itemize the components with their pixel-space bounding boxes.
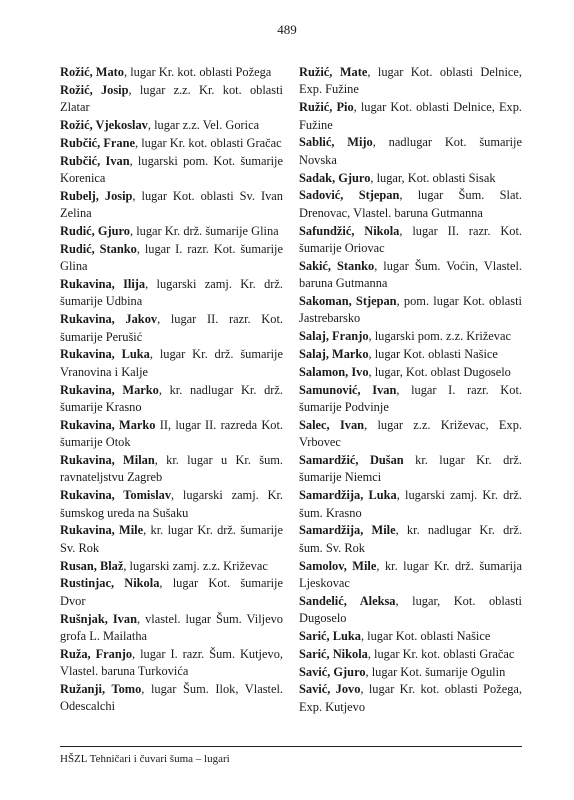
entry-name: Rukavina, Tomislav	[60, 488, 172, 503]
entry-name: Rukavina, Marko	[60, 417, 156, 432]
entry-description: , lugar Kr. kot. oblasti Gračac	[367, 646, 515, 661]
entry-description: , lugarski zamj. Kr. drž. šumarije Udbina	[60, 277, 283, 309]
entry-description: , lugar Kr. kot. oblasti Požega	[124, 65, 272, 79]
entry-description: , kr. lugar u Kr. šum. ravnateljstvu Zagreb	[60, 453, 284, 485]
register-entry	[60, 487, 283, 522]
entry-name: Salaj, Franjo	[299, 329, 369, 344]
entry-name: Savić, Jovo	[299, 682, 361, 697]
register-entry	[299, 452, 522, 487]
entry-description: , lugar I. razr. Kot. šumarije Podvinje	[299, 382, 522, 415]
entry-description: , lugar II. razr. Kot. šumarije Oriovac	[299, 223, 522, 256]
register-entry	[299, 258, 522, 293]
register-entry	[299, 293, 522, 328]
footer-rule	[60, 746, 522, 747]
register-entry	[299, 628, 522, 645]
entry-name: Rubčić, Ivan	[60, 153, 130, 168]
register-entry	[60, 153, 283, 188]
entry-name: Samolov, Mile	[299, 558, 377, 573]
entry-name: Sablić, Mijo	[299, 135, 373, 150]
entry-name: Ruža, Franjo	[60, 646, 133, 661]
entry-description: , lugar z.z. Kr. kot. oblasti Zlatar	[60, 82, 284, 115]
entry-name: Rukavina, Milan	[60, 453, 155, 468]
entry-name: Rušnjak, Ivan	[60, 611, 137, 626]
entry-name: Rusan, Blaž	[60, 558, 124, 573]
entry-description: , lugar, Kot. oblasti Dugoselo	[299, 593, 522, 626]
register-entry	[299, 664, 522, 681]
entry-description: , vlastel. lugar Šum. Viljevo grofa L. Mailatha	[60, 611, 283, 644]
entry-description: , lugar Kr. drž. šumarije Glina	[130, 224, 279, 238]
entry-name: Sarić, Nikola	[299, 646, 368, 661]
entry-name: Sandelić, Aleksa	[299, 593, 396, 608]
entry-description: , lugar, Kot. oblast Dugoselo	[368, 364, 511, 379]
entry-name: Sakoman, Stjepan	[299, 294, 397, 309]
register-entry	[60, 276, 283, 311]
entry-name: Samardžija, Luka	[299, 488, 397, 503]
register-entry	[60, 64, 283, 81]
register-entry	[60, 223, 283, 240]
entry-name: Rukavina, Marko	[60, 382, 159, 397]
entry-description: , pom. lugar Kot. oblasti Jastrebarsko	[299, 294, 522, 326]
entry-description: , lugar Kot. šumarije Ogulin	[365, 664, 506, 679]
entry-name: Rukavina, Luka	[60, 347, 150, 362]
entry-description: , lugar Kot. oblasti Delnice, Exp. Fužine	[299, 100, 523, 132]
register-entry	[60, 82, 283, 117]
entry-name: Rubelj, Josip	[60, 188, 133, 203]
entry-name: Samardžić, Dušan	[299, 453, 404, 468]
entry-description: kr. lugar Kr. drž. šumarije Niemci	[299, 453, 522, 485]
right-column	[299, 64, 522, 717]
entry-description: , lugar Šum. Slat. Drenovac, Vlastel. baruna Gutmanna	[299, 188, 522, 220]
entry-description: , lugarski pom. z.z. Križevac	[368, 329, 511, 344]
entry-description: , kr. lugar Kr. drž. šumarija Ljeskovac	[299, 558, 523, 591]
entry-name: Rukavina, Ilija	[60, 277, 146, 291]
entry-name: Rukavina, Mile	[60, 523, 144, 538]
register-entry	[299, 681, 522, 716]
entry-name: Salec, Ivan	[299, 417, 365, 432]
entry-name: Salaj, Marko	[299, 347, 369, 362]
entry-name: Sadak, Gjuro	[299, 170, 371, 185]
register-entry	[60, 522, 283, 557]
register-entry	[299, 646, 522, 663]
entry-name: Savić, Gjuro	[299, 664, 366, 679]
entry-description: II, lugar II. razreda Kot. šumarije Otok	[60, 417, 284, 450]
register-entry	[299, 417, 522, 452]
entry-description: , lugar I. razr. Šum. Kutjevo, Vlastel. baruna Turkovića	[60, 646, 283, 679]
register-entry	[60, 575, 283, 610]
register-entry	[60, 135, 283, 152]
entry-name: Rožić, Vjekoslav	[60, 118, 148, 132]
register-entry	[60, 611, 283, 646]
entry-description: , lugar Šum. Voćin, Vlastel. baruna Gutmanna	[299, 258, 522, 291]
entry-description: , lugar Šum. Ilok, Vlastel. Odescalchi	[60, 682, 284, 714]
entry-description: , lugar, Kot. oblasti Sisak	[370, 170, 496, 185]
register-entry	[299, 522, 522, 557]
register-entry	[299, 64, 522, 99]
entry-description: , lugarski zamj. z.z. Križevac	[123, 558, 268, 573]
entry-description: , kr. lugar Kr. drž. šumarije Sv. Rok	[60, 523, 283, 555]
register-entry	[60, 346, 283, 381]
register-entry	[299, 346, 522, 363]
entry-name: Sadović, Stjepan	[299, 188, 400, 203]
entry-description: , lugarski pom. Kot. šumarije Korenica	[60, 153, 283, 185]
entry-description: , lugar Kr. drž. šumarije Vranovina i Kalje	[60, 347, 283, 379]
entry-description: , kr. nadlugar Kr. drž. šum. Sv. Rok	[299, 523, 522, 555]
entry-name: Rubčić, Frane	[60, 135, 136, 150]
entry-name: Rustinjac, Nikola	[60, 576, 160, 591]
entry-description: , lugar Kr. kot. oblasti Požega, Exp. Kutjevo	[299, 682, 522, 714]
entry-name: Rožić, Mato	[60, 65, 124, 79]
register-entry	[299, 328, 522, 345]
entry-name: Sakić, Stanko	[299, 258, 375, 273]
entry-name: Samardžija, Mile	[299, 523, 396, 538]
register-entry	[299, 558, 522, 593]
register-entry	[60, 681, 283, 716]
register-entry	[299, 364, 522, 381]
entry-name: Safundžić, Nikola	[299, 223, 400, 238]
entry-description: , lugar I. razr. Kot. šumarije Glina	[60, 241, 283, 274]
register-entry	[299, 382, 522, 417]
register-entry	[299, 170, 522, 187]
register-entry	[60, 241, 283, 276]
entry-description: , lugar Kot. oblasti Našice	[360, 629, 491, 644]
entry-name: Ružić, Pio	[299, 100, 354, 115]
register-entry	[60, 117, 283, 134]
entry-description: , kr. nadlugar Kr. drž. šumarije Krasno	[60, 382, 283, 415]
register-columns	[60, 64, 522, 717]
register-entry	[60, 382, 283, 417]
entry-description: , lugar z.z. Vel. Gorica	[147, 118, 260, 132]
register-entry	[60, 452, 283, 487]
register-entry	[299, 134, 522, 169]
register-entry	[60, 311, 283, 346]
left-column	[60, 64, 283, 717]
entry-description: , lugar Kot. oblasti Delnice, Exp. Fužine	[299, 65, 523, 97]
entry-description: , lugarski zamj. Kr. šumskog ureda na Sušaku	[60, 488, 283, 520]
register-entry	[299, 223, 522, 258]
entry-description: , lugar z.z. Križevac, Exp. Vrbovec	[299, 417, 522, 450]
page-number: 489	[277, 22, 297, 37]
register-entry	[60, 417, 283, 452]
entry-name: Salamon, Ivo	[299, 364, 369, 379]
register-entry	[299, 187, 522, 222]
entry-description: , lugar Kr. kot. oblasti Gračac	[135, 135, 282, 150]
register-entry	[299, 593, 522, 628]
entry-description: , lugar Kot. oblasti Sv. Ivan Zelina	[60, 188, 283, 221]
entry-name: Sarić, Luka	[299, 629, 361, 644]
register-entry	[60, 188, 283, 223]
entry-name: Samunović, Ivan	[299, 382, 397, 397]
entry-description: , lugarski zamj. Kr. drž. šum. Krasno	[299, 488, 522, 520]
entry-description: , lugar II. razr. Kot. šumarije Perušić	[60, 312, 283, 344]
entry-name: Ružić, Mate	[299, 65, 368, 79]
register-entry	[60, 558, 283, 575]
entry-description: , nadlugar Kot. šumarije Novska	[299, 135, 522, 167]
register-entry	[299, 99, 522, 134]
running-footer: HŠZL Tehničari i čuvari šuma – lugari	[60, 753, 230, 765]
entry-name: Rukavina, Jakov	[60, 312, 158, 327]
register-entry	[60, 646, 283, 681]
entry-name: Rudić, Gjuro	[60, 224, 130, 238]
register-entry	[299, 487, 522, 522]
entry-name: Rudić, Stanko	[60, 241, 137, 256]
entry-description: , lugar Kot. oblasti Našice	[368, 347, 498, 362]
entry-description: , lugar Kot. šumarije Dvor	[60, 576, 283, 608]
entry-name: Ružanji, Tomo	[60, 682, 142, 697]
entry-name: Rožić, Josip	[60, 82, 129, 97]
